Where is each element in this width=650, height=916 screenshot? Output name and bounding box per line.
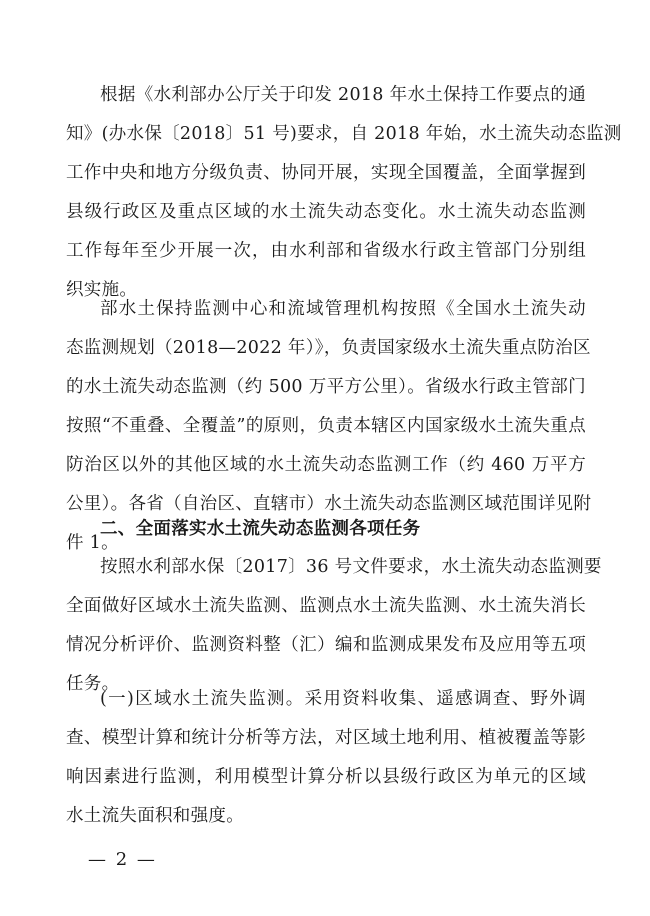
page-number: — 2 — (88, 849, 157, 870)
text-line: 水土流失面积和强度。 (66, 806, 244, 826)
text-line: 按照“不重叠、全覆盖”的原则，负责本辖区内国家级水土流失重点 (66, 416, 586, 436)
section-heading (66, 510, 586, 549)
text-line: 县级行政区及重点区域的水土流失动态变化。水土流失动态监测 (66, 202, 586, 222)
paragraph-regional-monitoring (66, 680, 586, 836)
text-line: 根据《水利部办公厅关于印发 2018 年水土保持工作要点的通 (100, 85, 586, 105)
text-line: 情况分析评价、监测资料整（汇）编和监测成果发布及应用等五项 (66, 635, 586, 655)
text-line: 知》(办水保〔2018〕51 号)要求，自 2018 年始，水土流失动态监测 (66, 124, 622, 144)
text-line: 的水土流失动态监测（约 500 万平方公里）。省级水行政主管部门 (66, 377, 586, 397)
text-line: 部水土保持监测中心和流域管理机构按照《全国水土流失动 (100, 299, 586, 319)
text-line: 公里）。各省（自治区、直辖市）水土流失动态监测区域范围详见附 (66, 494, 592, 514)
text-line: 工作中央和地方分级负责、协同开展，实现全国覆盖，全面掌握到 (66, 163, 586, 183)
text-line: (一)区域水土流失监测。采用资料收集、遥感调查、野外调 (100, 689, 586, 709)
text-line: 件 1。 (66, 533, 119, 553)
text-line: 查、模型计算和统计分析等方法，对区域土地利用、植被覆盖等影 (66, 728, 586, 748)
text-line: 工作每年至少开展一次，由水利部和省级水行政主管部门分别组 (66, 241, 586, 261)
text-line: 防治区以外的其他区域的水土流失动态监测工作（约 460 万平方 (66, 455, 586, 475)
text-line: 任务。 (66, 674, 120, 694)
text-line: 按照水利部水保〔2017〕36 号文件要求，水土流失动态监测要 (100, 557, 602, 577)
text-line: 全面做好区域水土流失监测、监测点水土流失监测、水土流失消长 (66, 596, 586, 616)
text-line: 态监测规划（2018—2022 年）》，负责国家级水土流失重点防治区 (66, 338, 591, 358)
text-line: 织实施。 (66, 280, 138, 300)
text-line: 响因素进行监测，利用模型计算分析以县级行政区为单元的区域 (66, 767, 586, 787)
section-heading-text: 二、全面落实水土流失动态监测各项任务 (100, 519, 421, 539)
paragraph-work-requirements (66, 76, 622, 310)
